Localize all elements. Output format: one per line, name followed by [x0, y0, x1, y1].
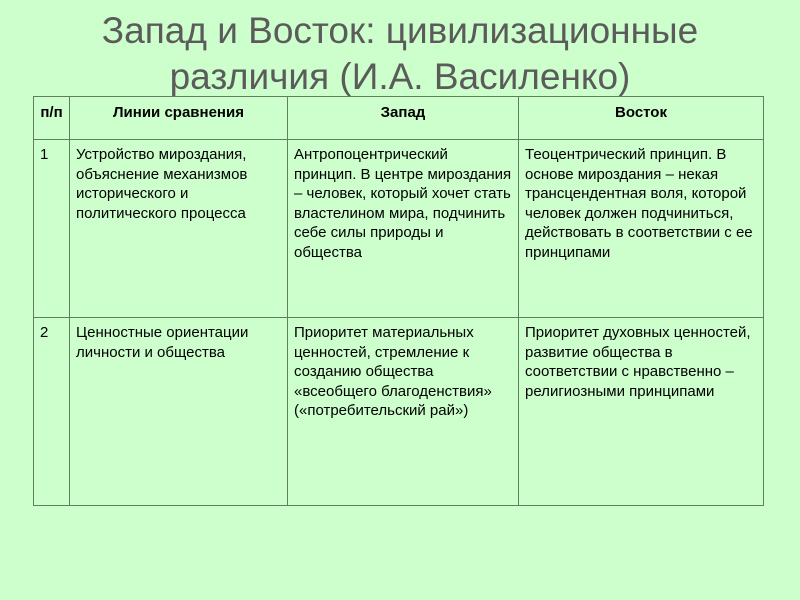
row-east: Приоритет духовных ценностей, развитие общества в соответствии с нравственно – религиозными принципами — [519, 318, 764, 506]
row-num: 1 — [34, 140, 70, 318]
table-header-row — [34, 97, 764, 140]
header-east: Восток — [519, 97, 764, 140]
row-west: Приоритет материальных ценностей, стремление к созданию общества «всеобщего благоденствия» («потребительский рай») — [288, 318, 519, 506]
row-comparison-line: Устройство мироздания, объяснение механизмов исторического и политического процесса — [70, 140, 288, 318]
table-row — [34, 318, 764, 506]
row-comparison-line: Ценностные ориентации личности и общества — [70, 318, 288, 506]
table-row — [34, 140, 764, 318]
header-num: п/п — [34, 97, 70, 140]
header-comparison-line: Линии сравнения — [70, 97, 288, 140]
row-num: 2 — [34, 318, 70, 506]
slide-title-line-2: различия (И.А. Василенко) — [169, 56, 631, 97]
slide-title — [0, 8, 800, 100]
header-west: Запад — [288, 97, 519, 140]
slide-title-line-1: Запад и Восток: цивилизационные — [101, 10, 699, 51]
row-west: Антропоцентрический принцип. В центре мироздания – человек, который хочет стать властелином мира, подчинить себе силы природы и общества — [288, 140, 519, 318]
comparison-table — [33, 96, 764, 506]
row-east: Теоцентрический принцип. В основе мироздания – некая трансцендентная воля, которой человек должен подчиниться, действовать в соответствии с ее принципами — [519, 140, 764, 318]
